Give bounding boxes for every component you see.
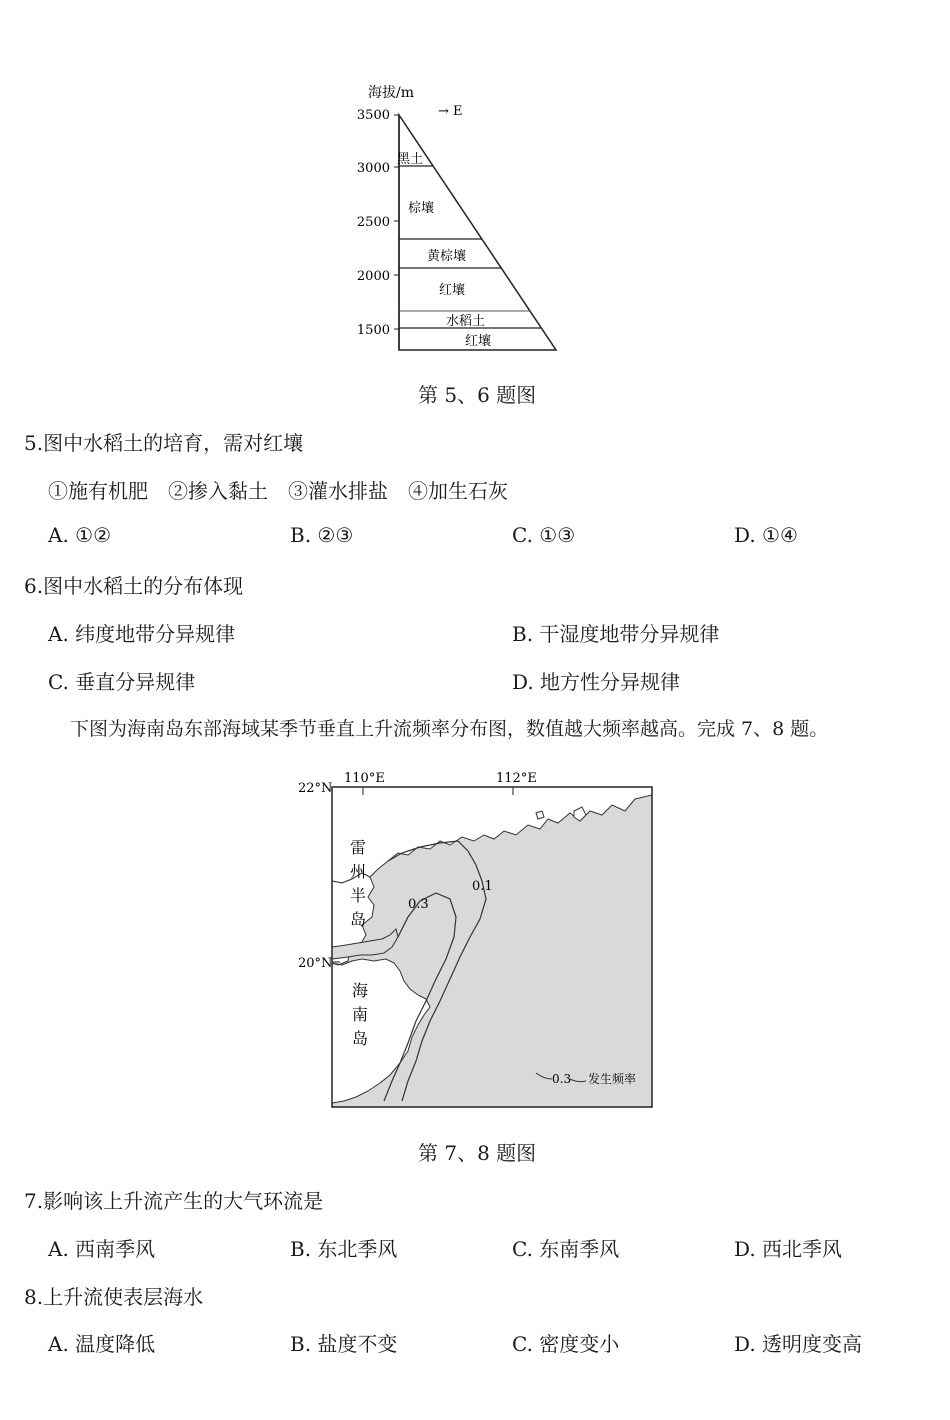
peninsula-char: 岛 [350, 910, 367, 929]
peninsula-char: 半 [350, 886, 367, 905]
q5-option-a[interactable]: A. ①② [48, 523, 112, 547]
q5-option-d[interactable]: D. ①④ [734, 523, 798, 547]
q5-items: ①施有机肥 ②掺入黏土 ③灌水排盐 ④加生石灰 [48, 479, 508, 503]
soil-layer-label: 黑土 [397, 152, 424, 167]
q7-option-b[interactable]: B. 东北季风 [290, 1237, 398, 1261]
tick-label: 1500 [356, 323, 390, 338]
q6-option-a[interactable]: A. 纬度地带分异规律 [48, 622, 236, 646]
peninsula-char: 州 [350, 862, 367, 881]
figure2-caption: 第 7、8 题图 [418, 1141, 537, 1165]
q5-option-c[interactable]: C. ①③ [512, 523, 576, 547]
section-intro: 下图为海南岛东部海域某季节垂直上升流频率分布图，数值越大频率越高。完成 7、8 题。 [70, 718, 829, 740]
contour-label: 0.1 [472, 879, 493, 894]
soil-profile-figure [340, 75, 580, 365]
soil-layer-label: 红壤 [465, 334, 492, 349]
q5-option-b[interactable]: B. ②③ [290, 523, 354, 547]
contour-label: 0.3 [408, 897, 429, 912]
island-char: 海 [352, 981, 369, 1000]
tick-label: 3500 [356, 108, 390, 123]
tick-label: 2000 [356, 269, 390, 284]
upwelling-map [290, 765, 670, 1115]
lon-label: 110°E [344, 771, 385, 786]
legend-text: 发生频率 [588, 1072, 637, 1086]
tick-label: 3000 [356, 161, 390, 176]
lat-label: 20°N [298, 956, 333, 971]
q7-option-c[interactable]: C. 东南季风 [512, 1237, 620, 1261]
q7-option-a[interactable]: A. 西南季风 [48, 1237, 156, 1261]
island-char: 岛 [352, 1029, 369, 1048]
q6-option-c[interactable]: C. 垂直分异规律 [48, 670, 196, 694]
q8-option-a[interactable]: A. 温度降低 [48, 1332, 156, 1356]
q5-stem: 5.图中水稻土的培育，需对红壤 [24, 431, 304, 455]
q8-stem: 8.上升流使表层海水 [24, 1285, 204, 1309]
figure1-caption: 第 5、6 题图 [418, 383, 537, 407]
lon-label: 112°E [496, 771, 537, 786]
soil-layer-label: 黄棕壤 [427, 249, 467, 264]
y-axis-label: 海拔/m [368, 85, 414, 101]
q8-option-b[interactable]: B. 盐度不变 [290, 1332, 398, 1356]
q8-option-c[interactable]: C. 密度变小 [512, 1332, 620, 1356]
soil-layer-label: 棕壤 [408, 201, 435, 216]
q7-option-d[interactable]: D. 西北季风 [734, 1237, 843, 1261]
soil-layer-label: 水稻土 [446, 314, 486, 329]
island-small [536, 811, 544, 819]
q6-option-d[interactable]: D. 地方性分异规律 [512, 670, 681, 694]
legend-value: 0.3 [552, 1072, 572, 1086]
q6-stem: 6.图中水稻土的分布体现 [24, 574, 244, 598]
island-char: 南 [352, 1005, 369, 1024]
tick-label: 2500 [356, 215, 390, 230]
q8-option-d[interactable]: D. 透明度变高 [734, 1332, 863, 1356]
direction-label: → E [438, 104, 463, 119]
q6-option-b[interactable]: B. 干湿度地带分异规律 [512, 622, 720, 646]
q7-stem: 7.影响该上升流产生的大气环流是 [24, 1189, 324, 1213]
soil-layer-label: 红壤 [439, 283, 466, 298]
peninsula-char: 雷 [350, 838, 367, 857]
lat-label: 22°N [298, 781, 333, 796]
